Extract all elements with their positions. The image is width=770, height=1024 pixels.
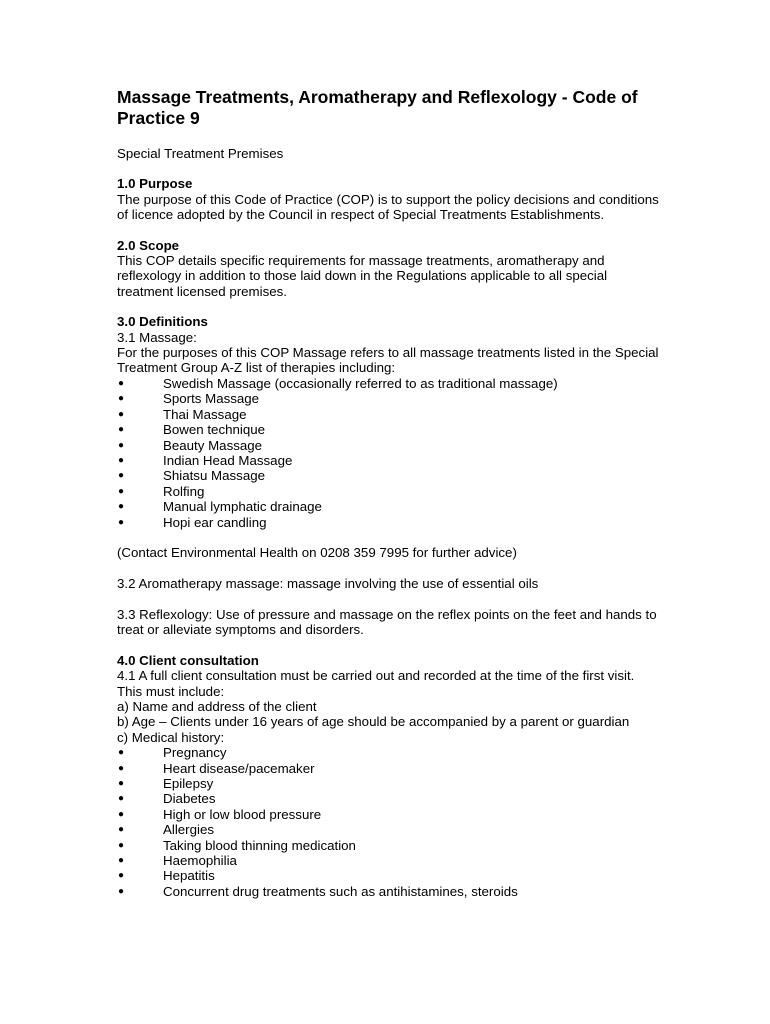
list-item [117, 884, 662, 899]
list-item-text: Hepatitis [163, 868, 215, 884]
aromatherapy-definition: 3.2 Aromatherapy massage: massage involving the use of essential oils [117, 576, 539, 592]
medical-history-list [117, 745, 662, 899]
list-item-text: Shiatsu Massage [163, 468, 265, 484]
list-item-text: High or low blood pressure [163, 806, 322, 822]
list-item [117, 407, 662, 422]
section-text: This COP details specific requirements for massage treatments, aromatherapy and reflexology in addition to those laid down in the Regulations applicable to all special treatment licensed premises. [117, 253, 608, 299]
bullet-icon: ● [118, 885, 125, 897]
list-item [117, 822, 662, 837]
list-item [117, 468, 662, 483]
bullet-icon: ● [118, 808, 125, 820]
bullet-icon: ● [118, 501, 125, 513]
section-consultation [117, 653, 662, 900]
list-item-text: Bowen technique [163, 422, 266, 438]
bullet-icon: ● [118, 424, 125, 436]
consultation-intro: 4.1 A full client consultation must be carried out and recorded at the time of the first visit. This must include: [117, 668, 635, 699]
list-item [117, 499, 662, 514]
list-item-text: Swedish Massage (occasionally referred to as traditional massage) [163, 375, 558, 391]
section-scope [117, 238, 662, 300]
bullet-icon: ● [118, 839, 125, 851]
consultation-item-b: b) Age – Clients under 16 years of age should be accompanied by a parent or guardian [117, 714, 630, 730]
list-item-text: Manual lymphatic drainage [163, 499, 322, 515]
bullet-icon: ● [118, 377, 125, 389]
page-subtitle: Special Treatment Premises [117, 146, 284, 161]
consultation-item-a: a) Name and address of the client [117, 698, 317, 714]
section-heading: 2.0 Scope [117, 237, 180, 253]
list-item [117, 376, 662, 391]
reflexology-definition: 3.3 Reflexology: Use of pressure and massage on the reflex points on the feet and hands to treat or alleviate symptoms and disorders. [117, 606, 657, 638]
list-item [117, 438, 662, 453]
bullet-icon: ● [118, 870, 125, 882]
list-item-text: Haemophilia [163, 853, 237, 869]
bullet-icon: ● [118, 793, 125, 805]
bullet-icon: ● [118, 762, 125, 774]
list-item-text: Allergies [163, 822, 214, 838]
section-purpose [117, 176, 662, 222]
definition-text: For the purposes of this COP Massage refers to all massage treatments listed in the Special Treatment Group A-Z list of therapies including: [117, 345, 659, 376]
bullet-icon: ● [118, 408, 125, 420]
list-item [117, 868, 662, 883]
section-definitions [117, 314, 662, 637]
bullet-icon: ● [118, 824, 125, 836]
document-page [117, 87, 662, 899]
list-item-text: Epilepsy [163, 775, 214, 791]
bullet-icon: ● [118, 855, 125, 867]
bullet-icon: ● [118, 439, 125, 451]
list-item [117, 791, 662, 806]
bullet-icon: ● [118, 485, 125, 497]
list-item [117, 422, 662, 437]
list-item-text: Concurrent drug treatments such as antihistamines, steroids [163, 883, 518, 899]
list-item [117, 453, 662, 468]
list-item-text: Rolfing [163, 483, 205, 499]
list-item [117, 776, 662, 791]
list-item [117, 484, 662, 499]
list-item-text: Sports Massage [163, 391, 260, 407]
bullet-icon: ● [118, 777, 125, 789]
list-item [117, 807, 662, 822]
list-item-text: Beauty Massage [163, 437, 263, 453]
consultation-item-c: c) Medical history: [117, 729, 225, 745]
list-item-text: Diabetes [163, 791, 216, 807]
section-heading: 1.0 Purpose [117, 176, 193, 192]
list-item-text: Indian Head Massage [163, 452, 293, 468]
list-item [117, 838, 662, 853]
bullet-icon: ● [118, 470, 125, 482]
massage-list [117, 376, 662, 530]
list-item [117, 391, 662, 406]
list-item [117, 745, 662, 760]
list-item [117, 853, 662, 868]
section-heading: 3.0 Definitions [117, 314, 208, 330]
list-item [117, 515, 662, 530]
list-item-text: Taking blood thinning medication [163, 837, 356, 853]
list-item-text: Hopi ear candling [163, 514, 267, 530]
page-title: Massage Treatments, Aromatherapy and Reflexology - Code of Practice 9 [117, 87, 638, 128]
bullet-icon: ● [118, 747, 125, 759]
section-heading: 4.0 Client consultation [117, 652, 259, 668]
bullet-icon: ● [118, 516, 125, 528]
list-item-text: Thai Massage [163, 406, 247, 422]
bullet-icon: ● [118, 393, 125, 405]
list-item-text: Heart disease/pacemaker [163, 760, 315, 776]
list-item [117, 761, 662, 776]
bullet-icon: ● [118, 454, 125, 466]
list-item-text: Pregnancy [163, 745, 227, 761]
section-text: The purpose of this Code of Practice (COP) is to support the policy decisions and conditions of licence adopted by the Council in respect of Special Treatments Establishments. [117, 191, 659, 223]
contact-note: (Contact Environmental Health on 0208 359 7995 for further advice) [117, 545, 517, 561]
definition-label: 3.1 Massage: [117, 329, 197, 345]
